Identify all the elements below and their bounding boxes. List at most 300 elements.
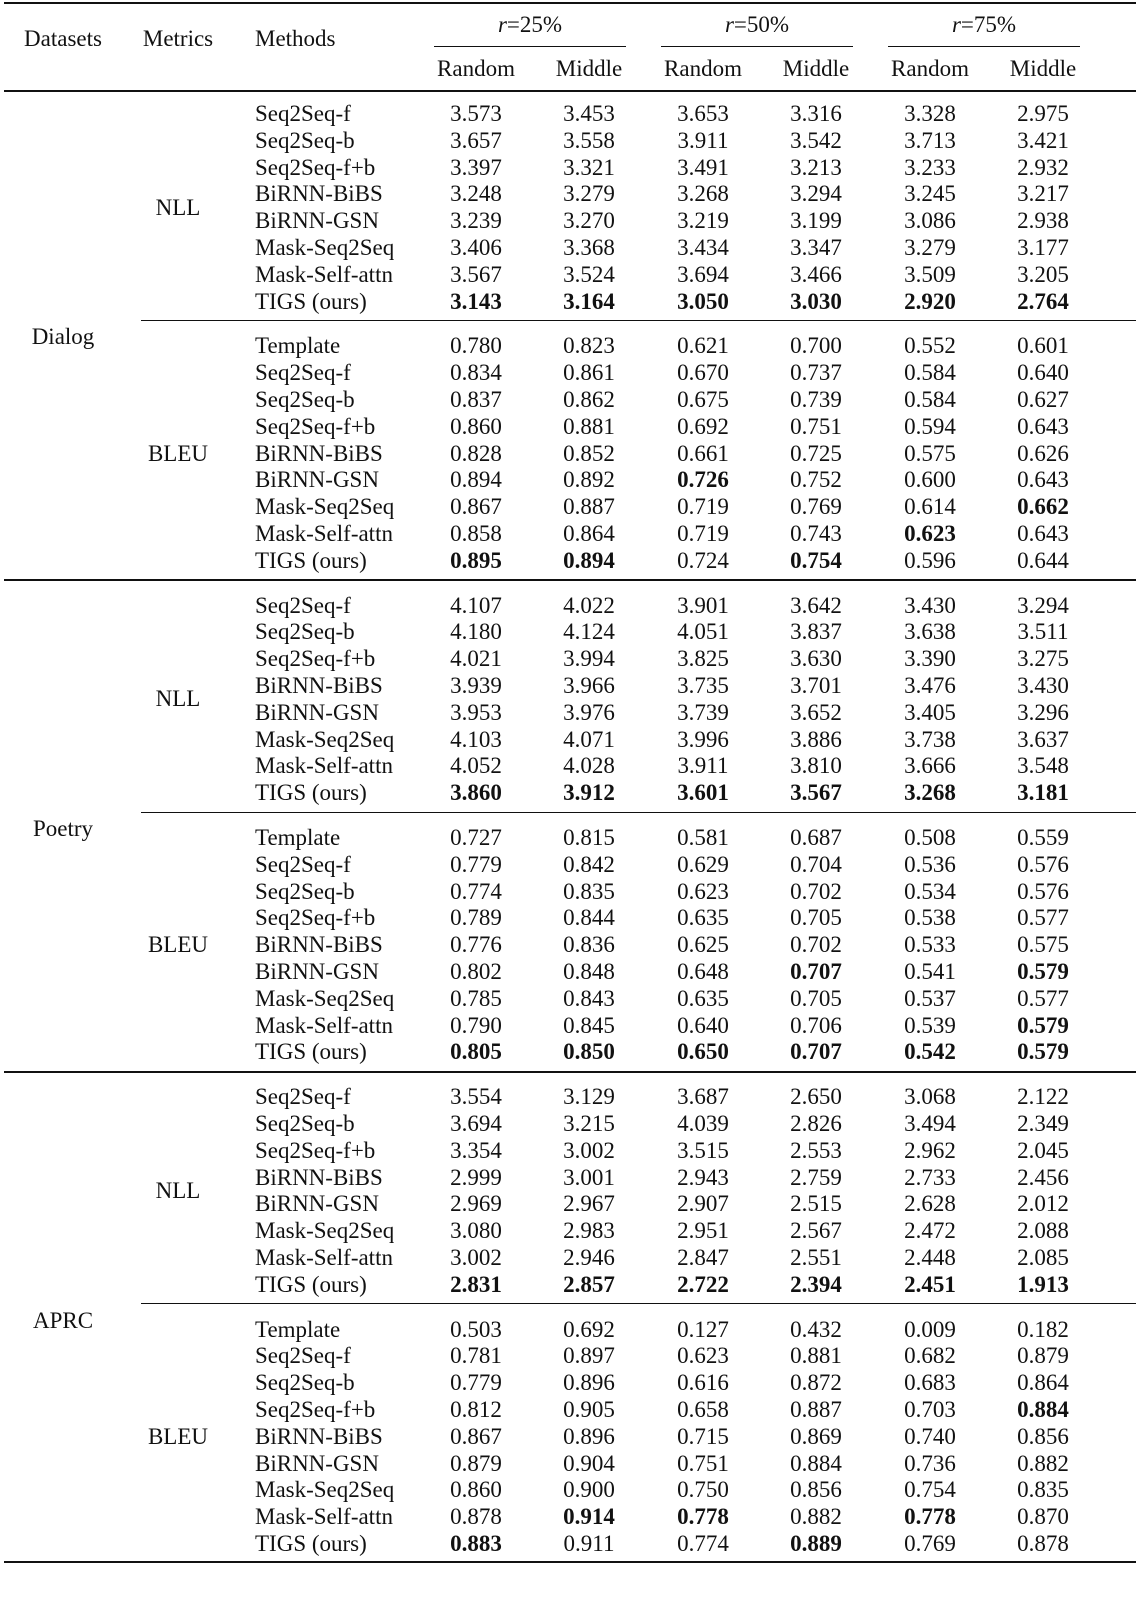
value-cell: 0.911	[563, 1531, 615, 1556]
method-name: Seq2Seq-f+b	[255, 1397, 376, 1422]
method-name: Seq2Seq-f	[255, 592, 351, 618]
value-cell: 0.736	[904, 1450, 956, 1476]
value-cell: 3.294	[1017, 592, 1069, 618]
value-cell: 0.700	[790, 333, 842, 359]
value-cell: 0.881	[790, 1343, 842, 1369]
value-cell: 3.030	[790, 288, 842, 314]
value-cell: 0.127	[677, 1316, 729, 1342]
value-cell: 0.751	[677, 1450, 729, 1476]
value-cell: 0.904	[563, 1450, 615, 1476]
method-name: TIGS (ours)	[255, 780, 367, 806]
value-cell: 0.508	[904, 825, 956, 850]
value-cell: 0.537	[904, 985, 956, 1011]
method-name: Seq2Seq-b	[255, 127, 355, 153]
value-cell: 0.538	[904, 905, 956, 931]
value-cell: 0.864	[1017, 1370, 1069, 1396]
value-cell: 4.052	[450, 753, 502, 779]
value-cell: 0.897	[563, 1343, 615, 1369]
value-cell: 0.739	[790, 387, 842, 412]
value-cell: 0.683	[904, 1370, 956, 1396]
dataset-label: APRC	[32, 1307, 94, 1333]
value-cell: 3.405	[904, 699, 956, 725]
metric-label: BLEU	[147, 932, 209, 958]
value-cell: 3.825	[677, 646, 729, 672]
value-cell: 0.894	[563, 547, 615, 573]
metric-label: BLEU	[147, 440, 209, 466]
method-name: Seq2Seq-b	[255, 878, 355, 904]
value-cell: 3.912	[563, 780, 615, 806]
value-cell: 2.962	[904, 1137, 956, 1163]
value-cell: 0.687	[790, 825, 842, 850]
value-cell: 3.638	[904, 619, 956, 645]
method-name: BiRNN-GSN	[255, 208, 379, 234]
value-cell: 4.124	[563, 619, 615, 645]
value-cell: 3.860	[450, 780, 502, 806]
value-cell: 0.600	[904, 467, 956, 493]
value-cell: 3.430	[1017, 673, 1069, 698]
value-cell: 2.938	[1017, 208, 1069, 234]
value-cell: 0.707	[790, 959, 842, 984]
value-cell: 4.022	[563, 592, 615, 618]
value-cell: 3.642	[790, 592, 842, 618]
value-cell: 0.623	[677, 1343, 729, 1369]
value-cell: 3.421	[1017, 127, 1069, 153]
value-cell: 3.573	[450, 101, 502, 126]
value-cell: 3.494	[904, 1111, 956, 1136]
value-cell: 0.594	[904, 413, 956, 439]
value-cell: 0.503	[450, 1316, 502, 1342]
value-cell: 3.328	[904, 101, 956, 126]
value-cell: 2.650	[790, 1084, 842, 1110]
value-cell: 3.213	[790, 154, 842, 180]
value-cell: 2.012	[1017, 1191, 1069, 1217]
value-cell: 0.432	[790, 1316, 842, 1342]
value-cell: 0.629	[677, 851, 729, 877]
value-cell: 3.453	[563, 101, 615, 126]
value-cell: 0.878	[450, 1504, 502, 1530]
value-cell: 3.666	[904, 753, 956, 779]
group-underline-r25	[434, 46, 626, 47]
value-cell: 3.911	[677, 127, 729, 153]
method-name: Mask-Seq2Seq	[255, 494, 395, 520]
value-cell: 0.789	[450, 905, 502, 931]
value-cell: 0.835	[1017, 1477, 1069, 1503]
header-datasets: Datasets	[24, 26, 102, 51]
header-group-r-symbol: r	[951, 12, 961, 37]
value-cell: 0.648	[677, 959, 729, 984]
value-cell: 3.215	[563, 1111, 615, 1136]
value-cell: 0.879	[1017, 1343, 1069, 1369]
value-cell: 3.002	[563, 1137, 615, 1163]
value-cell: 0.779	[450, 851, 502, 877]
metric-label: NLL	[155, 686, 201, 712]
dataset-label: Poetry	[32, 816, 94, 841]
value-cell: 3.994	[563, 646, 615, 672]
value-cell: 3.390	[904, 646, 956, 672]
value-cell: 3.687	[677, 1084, 729, 1110]
header-rule	[4, 90, 1136, 92]
value-cell: 0.627	[1017, 387, 1069, 412]
section-divider	[4, 1071, 1136, 1073]
value-cell: 3.181	[1017, 780, 1069, 806]
value-cell: 3.217	[1017, 181, 1069, 207]
value-cell: 0.643	[1017, 467, 1069, 493]
value-cell: 3.515	[677, 1137, 729, 1163]
value-cell: 0.844	[563, 905, 615, 931]
value-cell: 0.845	[563, 1012, 615, 1038]
header-group-r50	[725, 12, 789, 38]
method-name: Seq2Seq-f+b	[255, 1137, 376, 1163]
value-cell: 2.847	[677, 1245, 729, 1270]
value-cell: 0.542	[904, 1039, 956, 1065]
value-cell: 3.316	[790, 101, 842, 126]
value-cell: 3.001	[563, 1164, 615, 1190]
value-cell: 3.713	[904, 127, 956, 153]
value-cell: 0.884	[1017, 1397, 1069, 1422]
value-cell: 0.640	[1017, 360, 1069, 386]
value-cell: 0.790	[450, 1012, 502, 1038]
value-cell: 3.347	[790, 235, 842, 260]
value-cell: 3.542	[790, 127, 842, 153]
value-cell: 0.577	[1017, 905, 1069, 931]
value-cell: 0.625	[677, 932, 729, 958]
value-cell: 2.759	[790, 1164, 842, 1190]
value-cell: 0.815	[563, 825, 615, 850]
method-name: BiRNN-BiBS	[255, 673, 383, 698]
value-cell: 3.738	[904, 726, 956, 752]
value-cell: 0.536	[904, 851, 956, 877]
method-name: BiRNN-BiBS	[255, 1423, 383, 1449]
value-cell: 3.294	[790, 181, 842, 207]
value-cell: 0.581	[677, 825, 729, 850]
value-cell: 3.886	[790, 726, 842, 752]
value-cell: 0.850	[563, 1039, 615, 1065]
value-cell: 3.567	[450, 261, 502, 287]
method-name: Mask-Self-attn	[255, 753, 393, 779]
value-cell: 0.737	[790, 360, 842, 386]
value-cell: 0.860	[450, 1477, 502, 1503]
method-name: BiRNN-BiBS	[255, 440, 383, 466]
value-cell: 3.430	[904, 592, 956, 618]
value-cell: 0.894	[450, 467, 502, 493]
method-name: TIGS (ours)	[255, 1039, 367, 1065]
value-cell: 3.694	[450, 1111, 502, 1136]
value-cell: 3.406	[450, 235, 502, 260]
block-divider	[141, 320, 1136, 321]
value-cell: 4.039	[677, 1111, 729, 1136]
value-cell: 0.675	[677, 387, 729, 412]
value-cell: 3.810	[790, 753, 842, 779]
method-name: Seq2Seq-f	[255, 101, 351, 126]
value-cell: 2.553	[790, 1137, 842, 1163]
method-name: TIGS (ours)	[255, 1271, 367, 1297]
value-cell: 2.722	[677, 1271, 729, 1297]
value-cell: 3.219	[677, 208, 729, 234]
value-cell: 0.834	[450, 360, 502, 386]
value-cell: 3.739	[677, 699, 729, 725]
metric-label: BLEU	[147, 1423, 209, 1449]
method-name: Mask-Seq2Seq	[255, 235, 395, 260]
header-group-r-symbol: r	[497, 12, 507, 37]
value-cell: 0.643	[1017, 413, 1069, 439]
subheader-middle: Middle	[1009, 56, 1077, 81]
value-cell: 0.828	[450, 440, 502, 466]
value-cell: 0.754	[904, 1477, 956, 1503]
bottom-rule	[4, 1561, 1136, 1563]
value-cell: 0.702	[790, 878, 842, 904]
method-name: Seq2Seq-f	[255, 1084, 351, 1110]
value-cell: 4.107	[450, 592, 502, 618]
value-cell: 0.703	[904, 1397, 956, 1422]
method-name: BiRNN-GSN	[255, 467, 379, 493]
value-cell: 0.769	[904, 1531, 956, 1556]
method-name: Seq2Seq-b	[255, 387, 355, 412]
value-cell: 0.879	[450, 1450, 502, 1476]
value-cell: 2.472	[904, 1218, 956, 1244]
value-cell: 3.279	[904, 235, 956, 260]
value-cell: 0.626	[1017, 440, 1069, 466]
value-cell: 0.778	[677, 1504, 729, 1530]
subheader-middle: Middle	[555, 56, 623, 81]
value-cell: 0.896	[563, 1423, 615, 1449]
dataset-label: Dialog	[31, 324, 95, 350]
value-cell: 3.491	[677, 154, 729, 180]
value-cell: 4.051	[677, 619, 729, 645]
subheader-middle: Middle	[782, 56, 850, 81]
value-cell: 3.248	[450, 181, 502, 207]
value-cell: 0.635	[677, 985, 729, 1011]
value-cell: 2.943	[677, 1164, 729, 1190]
value-cell: 0.823	[563, 333, 615, 359]
value-cell: 0.895	[450, 547, 502, 573]
value-cell: 0.575	[904, 440, 956, 466]
value-cell: 0.848	[563, 959, 615, 984]
method-name: Mask-Self-attn	[255, 1504, 393, 1530]
value-cell: 0.805	[450, 1039, 502, 1065]
value-cell: 3.002	[450, 1245, 502, 1270]
value-cell: 2.456	[1017, 1164, 1069, 1190]
value-cell: 3.567	[790, 780, 842, 806]
value-cell: 2.045	[1017, 1137, 1069, 1163]
value-cell: 0.534	[904, 878, 956, 904]
value-cell: 0.882	[790, 1504, 842, 1530]
value-cell: 3.050	[677, 288, 729, 314]
header-group-r-symbol: r	[724, 12, 734, 37]
value-cell: 0.616	[677, 1370, 729, 1396]
value-cell: 0.867	[450, 494, 502, 520]
value-cell: 0.719	[677, 494, 729, 520]
value-cell: 0.539	[904, 1012, 956, 1038]
method-name: Mask-Seq2Seq	[255, 726, 395, 752]
metric-label: NLL	[155, 194, 201, 220]
value-cell: 0.577	[1017, 985, 1069, 1011]
value-cell: 3.434	[677, 235, 729, 260]
value-cell: 0.670	[677, 360, 729, 386]
value-cell: 3.466	[790, 261, 842, 287]
value-cell: 3.837	[790, 619, 842, 645]
value-cell: 0.867	[450, 1423, 502, 1449]
value-cell: 2.932	[1017, 154, 1069, 180]
value-cell: 0.724	[677, 547, 729, 573]
value-cell: 0.715	[677, 1423, 729, 1449]
header-methods: Methods	[255, 26, 336, 51]
method-name: Seq2Seq-f	[255, 851, 351, 877]
value-cell: 0.541	[904, 959, 956, 984]
value-cell: 3.296	[1017, 699, 1069, 725]
value-cell: 0.725	[790, 440, 842, 466]
subheader-random: Random	[437, 56, 515, 81]
value-cell: 0.658	[677, 1397, 729, 1422]
value-cell: 3.268	[904, 780, 956, 806]
value-cell: 4.021	[450, 646, 502, 672]
value-cell: 0.884	[790, 1450, 842, 1476]
top-rule	[4, 2, 1136, 4]
value-cell: 3.511	[1017, 619, 1069, 645]
value-cell: 0.754	[790, 547, 842, 573]
value-cell: 0.872	[790, 1370, 842, 1396]
value-cell: 0.692	[677, 413, 729, 439]
value-cell: 0.776	[450, 932, 502, 958]
value-cell: 0.881	[563, 413, 615, 439]
value-cell: 2.967	[563, 1191, 615, 1217]
value-cell: 2.515	[790, 1191, 842, 1217]
value-cell: 3.205	[1017, 261, 1069, 287]
value-cell: 0.887	[790, 1397, 842, 1422]
value-cell: 0.705	[790, 905, 842, 931]
block-divider	[141, 812, 1136, 813]
method-name: Seq2Seq-f	[255, 360, 351, 386]
value-cell: 3.701	[790, 673, 842, 698]
value-cell: 2.857	[563, 1271, 615, 1297]
value-cell: 2.085	[1017, 1245, 1069, 1270]
value-cell: 0.579	[1017, 1012, 1069, 1038]
value-cell: 0.751	[790, 413, 842, 439]
method-name: Mask-Seq2Seq	[255, 1477, 395, 1503]
value-cell: 0.727	[450, 825, 502, 850]
value-cell: 2.831	[450, 1271, 502, 1297]
value-cell: 0.750	[677, 1477, 729, 1503]
value-cell: 2.946	[563, 1245, 615, 1270]
group-underline-r50	[661, 46, 853, 47]
method-name: Template	[255, 333, 341, 359]
value-cell: 2.999	[450, 1164, 502, 1190]
method-name: TIGS (ours)	[255, 288, 367, 314]
value-cell: 0.781	[450, 1343, 502, 1369]
value-cell: 3.653	[677, 101, 729, 126]
value-cell: 0.682	[904, 1343, 956, 1369]
method-name: Template	[255, 1316, 341, 1342]
subheader-random: Random	[664, 56, 742, 81]
value-cell: 3.735	[677, 673, 729, 698]
section-divider	[4, 579, 1136, 581]
value-cell: 3.476	[904, 673, 956, 698]
method-name: BiRNN-BiBS	[255, 181, 383, 207]
value-cell: 3.601	[677, 780, 729, 806]
value-cell: 2.975	[1017, 101, 1069, 126]
value-cell: 0.726	[677, 467, 729, 493]
method-name: Seq2Seq-f+b	[255, 154, 376, 180]
value-cell: 3.068	[904, 1084, 956, 1110]
value-cell: 2.394	[790, 1271, 842, 1297]
value-cell: 2.567	[790, 1218, 842, 1244]
method-name: BiRNN-GSN	[255, 959, 379, 984]
value-cell: 0.769	[790, 494, 842, 520]
method-name: Seq2Seq-f+b	[255, 413, 376, 439]
value-cell: 0.009	[904, 1316, 956, 1342]
value-cell: 0.774	[677, 1531, 729, 1556]
value-cell: 0.861	[563, 360, 615, 386]
value-cell: 2.088	[1017, 1218, 1069, 1244]
method-name: Mask-Self-attn	[255, 261, 393, 287]
value-cell: 0.892	[563, 467, 615, 493]
value-cell: 0.705	[790, 985, 842, 1011]
method-name: Seq2Seq-f+b	[255, 905, 376, 931]
value-cell: 0.896	[563, 1370, 615, 1396]
method-name: Mask-Seq2Seq	[255, 985, 395, 1011]
method-name: Seq2Seq-f	[255, 1343, 351, 1369]
value-cell: 3.279	[563, 181, 615, 207]
value-cell: 0.883	[450, 1531, 502, 1556]
method-name: Seq2Seq-b	[255, 1370, 355, 1396]
value-cell: 3.270	[563, 208, 615, 234]
value-cell: 3.953	[450, 699, 502, 725]
method-name: TIGS (ours)	[255, 547, 367, 573]
value-cell: 0.869	[790, 1423, 842, 1449]
value-cell: 0.774	[450, 878, 502, 904]
method-name: Seq2Seq-b	[255, 619, 355, 645]
value-cell: 0.692	[563, 1316, 615, 1342]
value-cell: 0.579	[1017, 1039, 1069, 1065]
value-cell: 0.579	[1017, 959, 1069, 984]
value-cell: 3.524	[563, 261, 615, 287]
value-cell: 3.694	[677, 261, 729, 287]
value-cell: 2.448	[904, 1245, 956, 1270]
header-group-r75	[952, 12, 1016, 38]
value-cell: 0.779	[450, 1370, 502, 1396]
value-cell: 0.887	[563, 494, 615, 520]
value-cell: 0.752	[790, 467, 842, 493]
value-cell: 0.704	[790, 851, 842, 877]
value-cell: 0.643	[1017, 521, 1069, 546]
value-cell: 0.802	[450, 959, 502, 984]
value-cell: 0.596	[904, 547, 956, 573]
value-cell: 4.028	[563, 753, 615, 779]
value-cell: 0.650	[677, 1039, 729, 1065]
value-cell: 4.103	[450, 726, 502, 752]
value-cell: 0.640	[677, 1012, 729, 1038]
value-cell: 0.644	[1017, 547, 1069, 573]
value-cell: 3.554	[450, 1084, 502, 1110]
value-cell: 3.164	[563, 288, 615, 314]
header-group-r-value: =50%	[733, 12, 790, 37]
value-cell: 3.080	[450, 1218, 502, 1244]
method-name: Mask-Self-attn	[255, 1012, 393, 1038]
value-cell: 0.914	[563, 1504, 615, 1530]
value-cell: 3.199	[790, 208, 842, 234]
method-name: Template	[255, 825, 341, 850]
value-cell: 0.882	[1017, 1450, 1069, 1476]
value-cell: 3.397	[450, 154, 502, 180]
value-cell: 0.576	[1017, 878, 1069, 904]
value-cell: 0.601	[1017, 333, 1069, 359]
value-cell: 0.856	[790, 1477, 842, 1503]
value-cell: 0.889	[790, 1531, 842, 1556]
value-cell: 0.780	[450, 333, 502, 359]
header-metrics: Metrics	[142, 26, 214, 51]
value-cell: 3.233	[904, 154, 956, 180]
value-cell: 1.913	[1017, 1271, 1069, 1297]
value-cell: 2.122	[1017, 1084, 1069, 1110]
